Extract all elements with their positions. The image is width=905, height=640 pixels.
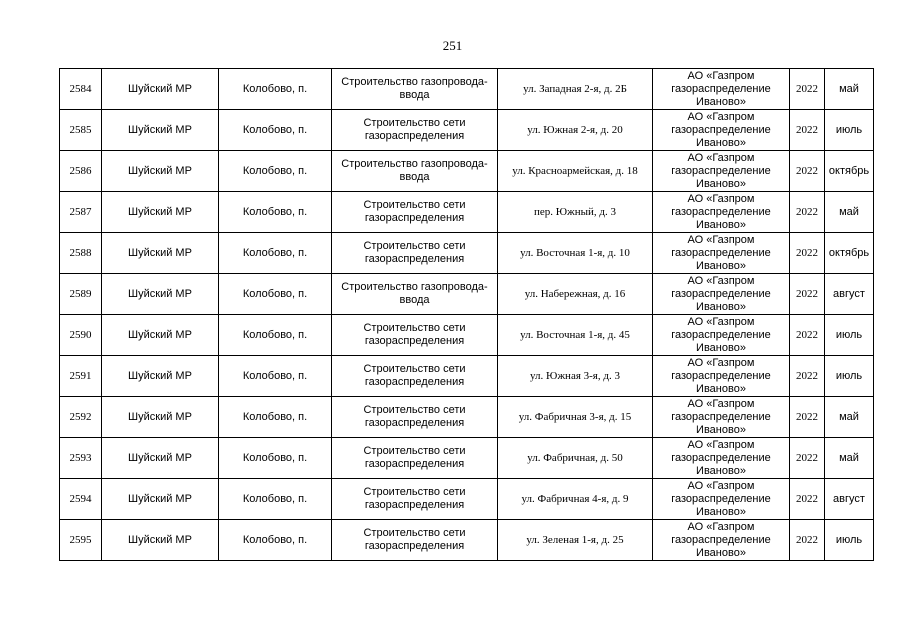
- table-body: [60, 69, 874, 561]
- district-cell: Шуйский МР: [102, 69, 219, 110]
- district-cell: Шуйский МР: [102, 397, 219, 438]
- organization-cell: [653, 274, 790, 315]
- address-cell: пер. Южный, д. 3: [498, 192, 653, 233]
- address-cell: ул. Южная 3-я, д. 3: [498, 356, 653, 397]
- address-cell: ул. Западная 2-я, д. 2Б: [498, 69, 653, 110]
- year-cell: 2022: [790, 520, 825, 561]
- year-cell: 2022: [790, 274, 825, 315]
- address-cell: ул. Красноармейская, д. 18: [498, 151, 653, 192]
- address-cell: ул. Набережная, д. 16: [498, 274, 653, 315]
- table-row: [60, 315, 874, 356]
- table-row: [60, 397, 874, 438]
- organization-line: газораспределение: [671, 328, 771, 341]
- locality-cell: Колобово, п.: [219, 356, 332, 397]
- address-cell: ул. Восточная 1-я, д. 45: [498, 315, 653, 356]
- locality-cell: Колобово, п.: [219, 192, 332, 233]
- row-number: 2591: [60, 356, 102, 397]
- organization-line: Иваново»: [696, 259, 746, 272]
- row-number: 2592: [60, 397, 102, 438]
- organization-line: газораспределение: [671, 492, 771, 505]
- row-number: 2593: [60, 438, 102, 479]
- organization-line: АО «Газпром: [687, 151, 755, 164]
- locality-cell: Колобово, п.: [219, 69, 332, 110]
- locality-cell: Колобово, п.: [219, 438, 332, 479]
- organization-line: АО «Газпром: [687, 520, 755, 533]
- organization-line: газораспределение: [671, 205, 771, 218]
- year-cell: 2022: [790, 315, 825, 356]
- month-cell: май: [825, 69, 874, 110]
- district-cell: Шуйский МР: [102, 274, 219, 315]
- organization-line: АО «Газпром: [687, 192, 755, 205]
- row-number: 2590: [60, 315, 102, 356]
- table-row: [60, 479, 874, 520]
- year-cell: 2022: [790, 192, 825, 233]
- row-number: 2585: [60, 110, 102, 151]
- organization-line: газораспределение: [671, 164, 771, 177]
- work-type-cell: Строительство сети газораспределения: [332, 192, 498, 233]
- table-row: [60, 151, 874, 192]
- organization-line: газораспределение: [671, 451, 771, 464]
- organization-cell: [653, 479, 790, 520]
- address-cell: ул. Фабричная 4-я, д. 9: [498, 479, 653, 520]
- work-type-cell: Строительство газопровода-ввода: [332, 274, 498, 315]
- month-cell: июль: [825, 520, 874, 561]
- year-cell: 2022: [790, 110, 825, 151]
- district-cell: Шуйский МР: [102, 233, 219, 274]
- locality-cell: Колобово, п.: [219, 315, 332, 356]
- month-cell: июль: [825, 315, 874, 356]
- row-number: 2595: [60, 520, 102, 561]
- year-cell: 2022: [790, 69, 825, 110]
- locality-cell: Колобово, п.: [219, 151, 332, 192]
- work-type-cell: Строительство сети газораспределения: [332, 438, 498, 479]
- month-cell: октябрь: [825, 151, 874, 192]
- work-type-cell: Строительство газопровода-ввода: [332, 69, 498, 110]
- month-cell: октябрь: [825, 233, 874, 274]
- organization-line: Иваново»: [696, 95, 746, 108]
- year-cell: 2022: [790, 356, 825, 397]
- district-cell: Шуйский МР: [102, 356, 219, 397]
- work-type-cell: Строительство сети газораспределения: [332, 479, 498, 520]
- organization-cell: [653, 438, 790, 479]
- organization-line: АО «Газпром: [687, 479, 755, 492]
- locality-cell: Колобово, п.: [219, 110, 332, 151]
- row-number: 2584: [60, 69, 102, 110]
- work-type-cell: Строительство сети газораспределения: [332, 110, 498, 151]
- organization-line: Иваново»: [696, 177, 746, 190]
- row-number: 2594: [60, 479, 102, 520]
- organization-line: газораспределение: [671, 123, 771, 136]
- organization-line: газораспределение: [671, 410, 771, 423]
- organization-cell: [653, 315, 790, 356]
- organization-cell: [653, 520, 790, 561]
- district-cell: Шуйский МР: [102, 520, 219, 561]
- table-row: [60, 274, 874, 315]
- organization-line: АО «Газпром: [687, 356, 755, 369]
- address-cell: ул. Фабричная, д. 50: [498, 438, 653, 479]
- year-cell: 2022: [790, 479, 825, 520]
- district-cell: Шуйский МР: [102, 110, 219, 151]
- district-cell: Шуйский МР: [102, 315, 219, 356]
- table-row: [60, 438, 874, 479]
- district-cell: Шуйский МР: [102, 438, 219, 479]
- organization-cell: [653, 356, 790, 397]
- work-type-cell: Строительство сети газораспределения: [332, 315, 498, 356]
- work-type-cell: Строительство сети газораспределения: [332, 356, 498, 397]
- organization-cell: [653, 151, 790, 192]
- locality-cell: Колобово, п.: [219, 479, 332, 520]
- organization-line: Иваново»: [696, 341, 746, 354]
- gas-construction-table: [59, 68, 874, 561]
- organization-cell: [653, 397, 790, 438]
- address-cell: ул. Фабричная 3-я, д. 15: [498, 397, 653, 438]
- organization-line: газораспределение: [671, 287, 771, 300]
- organization-line: газораспределение: [671, 82, 771, 95]
- organization-line: АО «Газпром: [687, 69, 755, 82]
- month-cell: май: [825, 192, 874, 233]
- table-row: [60, 233, 874, 274]
- row-number: 2586: [60, 151, 102, 192]
- organization-line: газораспределение: [671, 246, 771, 259]
- organization-line: Иваново»: [696, 464, 746, 477]
- organization-line: Иваново»: [696, 218, 746, 231]
- month-cell: август: [825, 479, 874, 520]
- row-number: 2587: [60, 192, 102, 233]
- address-cell: ул. Восточная 1-я, д. 10: [498, 233, 653, 274]
- organization-line: АО «Газпром: [687, 274, 755, 287]
- year-cell: 2022: [790, 438, 825, 479]
- organization-line: Иваново»: [696, 505, 746, 518]
- row-number: 2589: [60, 274, 102, 315]
- table-row: [60, 356, 874, 397]
- organization-cell: [653, 69, 790, 110]
- row-number: 2588: [60, 233, 102, 274]
- month-cell: май: [825, 438, 874, 479]
- organization-line: АО «Газпром: [687, 397, 755, 410]
- locality-cell: Колобово, п.: [219, 274, 332, 315]
- organization-line: газораспределение: [671, 533, 771, 546]
- organization-line: Иваново»: [696, 382, 746, 395]
- locality-cell: Колобово, п.: [219, 233, 332, 274]
- locality-cell: Колобово, п.: [219, 397, 332, 438]
- year-cell: 2022: [790, 151, 825, 192]
- table-row: [60, 69, 874, 110]
- month-cell: август: [825, 274, 874, 315]
- district-cell: Шуйский МР: [102, 479, 219, 520]
- organization-cell: [653, 192, 790, 233]
- page-number: 251: [442, 38, 463, 53]
- year-cell: 2022: [790, 233, 825, 274]
- work-type-cell: Строительство сети газораспределения: [332, 233, 498, 274]
- month-cell: июль: [825, 356, 874, 397]
- organization-line: Иваново»: [696, 300, 746, 313]
- organization-line: АО «Газпром: [687, 438, 755, 451]
- address-cell: ул. Зеленая 1-я, д. 25: [498, 520, 653, 561]
- organization-cell: [653, 110, 790, 151]
- table-row: [60, 110, 874, 151]
- organization-cell: [653, 233, 790, 274]
- district-cell: Шуйский МР: [102, 192, 219, 233]
- month-cell: май: [825, 397, 874, 438]
- locality-cell: Колобово, п.: [219, 520, 332, 561]
- work-type-cell: Строительство газопровода-ввода: [332, 151, 498, 192]
- table-row: [60, 520, 874, 561]
- organization-line: Иваново»: [696, 423, 746, 436]
- district-cell: Шуйский МР: [102, 151, 219, 192]
- table-row: [60, 192, 874, 233]
- address-cell: ул. Южная 2-я, д. 20: [498, 110, 653, 151]
- organization-line: газораспределение: [671, 369, 771, 382]
- month-cell: июль: [825, 110, 874, 151]
- organization-line: Иваново»: [696, 136, 746, 149]
- organization-line: АО «Газпром: [687, 315, 755, 328]
- work-type-cell: Строительство сети газораспределения: [332, 397, 498, 438]
- organization-line: Иваново»: [696, 546, 746, 559]
- organization-line: АО «Газпром: [687, 233, 755, 246]
- work-type-cell: Строительство сети газораспределения: [332, 520, 498, 561]
- organization-line: АО «Газпром: [687, 110, 755, 123]
- year-cell: 2022: [790, 397, 825, 438]
